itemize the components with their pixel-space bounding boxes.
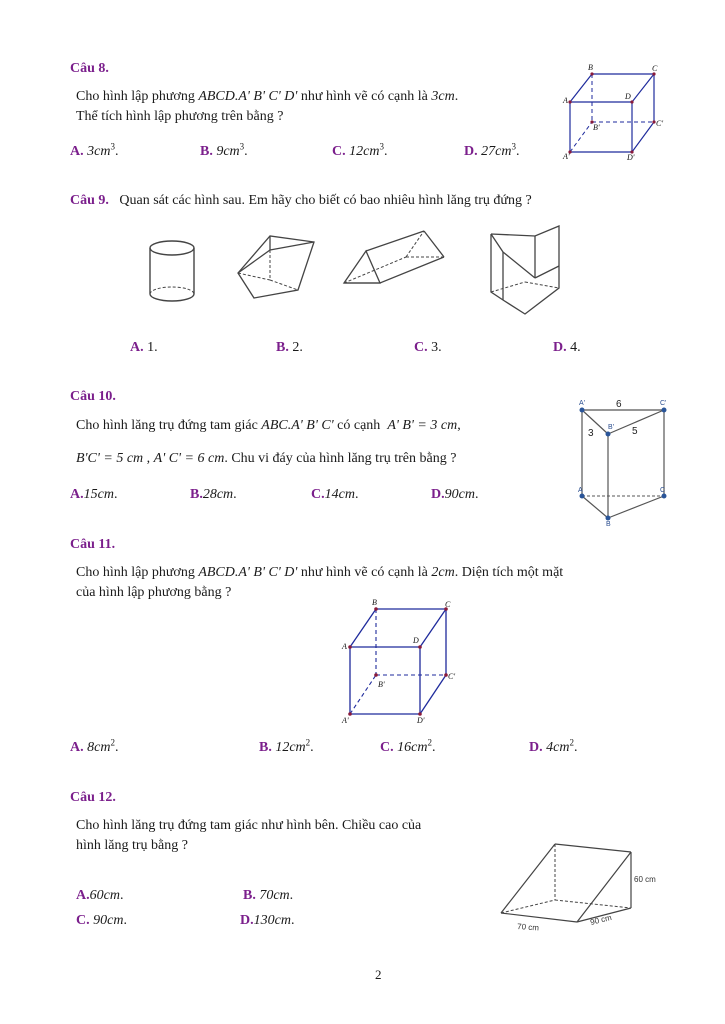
q12-option-b[interactable]: B. 70cm. [243,888,294,903]
q11-cube-figure [340,597,460,727]
svg-text:C: C [445,600,451,609]
q11-line2: của hình lập phương bằng ? [76,585,232,600]
q8-line1: Cho hình lập phương ABCD.A' B' C' D' như hình vẽ có cạnh là 3cm. [76,89,459,104]
q11-option-d[interactable]: D. $4cm^2$. [529,737,578,755]
svg-text:B: B [588,63,593,72]
svg-text:A': A' [579,400,586,407]
q8-line2: Thể tích hình lập phương trên bằng ? [76,109,284,124]
q9-question: Câu 9. Quan sát các hình sau. Em hãy cho biết có bao nhiêu hình lăng trụ đứng ? [70,193,532,208]
svg-text:A: A [563,96,568,105]
q10-label: Câu 10. [70,389,116,404]
q9-trapezoid-prism-figure [485,222,565,317]
q9-cylinder-figure [145,238,200,308]
q9-pentagonal-prism-figure [232,228,322,308]
q8-label: Câu 8. [70,61,109,76]
q10-line2: B'C' = 5 cm , A' C' = 6 cm. Chu vi đáy của hình lăng trụ trên bằng ? [76,451,457,466]
q8-option-a[interactable]: A. $3cm^3$. [70,141,119,159]
svg-text:C': C' [448,672,456,681]
q10-line1: Cho hình lăng trụ đứng tam giác ABC.A' B' C' có cạnh A' B' = 3 cm, [76,418,461,433]
svg-text:D': D' [417,716,425,725]
q11-line1: Cho hình lập phương ABCD.A' B' C' D' như hình vẽ có cạnh là 2cm. Diện tích một mặt [76,565,564,580]
q9-option-c[interactable]: C. 3. [414,340,442,355]
svg-text:D: D [413,636,419,645]
q11-label: Câu 11. [70,537,116,552]
q8-option-b[interactable]: B. $9cm^3$. [200,141,248,159]
q8-cube-figure [560,62,670,162]
svg-text:A: A [342,642,347,651]
q9-triangular-prism-figure [340,225,450,290]
svg-text:A': A' [563,152,570,161]
svg-text:C: C [652,64,658,73]
q9-option-b[interactable]: B. 2. [276,340,303,355]
svg-text:A': A' [342,716,349,725]
svg-text:B: B [372,598,377,607]
q12-option-d[interactable]: D.130cm. [240,913,295,928]
svg-text:B': B' [593,123,600,132]
q11-option-c[interactable]: C. $16cm^2$. [380,737,436,755]
svg-text:B': B' [608,424,615,431]
page-number: 2 [375,967,382,982]
q12-option-a[interactable]: A.60cm. [76,888,124,903]
svg-text:60 cm: 60 cm [634,875,656,884]
svg-text:D: D [625,92,631,101]
q10-option-d[interactable]: D.90cm. [431,487,479,502]
q11-option-a[interactable]: A. $8cm^2$. [70,737,119,755]
q10-prism-figure [572,398,672,526]
svg-text:B: B [606,521,611,528]
q12-option-c[interactable]: C. 90cm. [76,913,127,928]
q12-line2: hình lăng trụ bằng ? [76,838,188,853]
svg-text:6: 6 [616,399,622,410]
svg-text:5: 5 [632,426,638,437]
q10-option-a[interactable]: A.15cm. [70,487,118,502]
q9-option-d[interactable]: D. 4. [553,340,581,355]
svg-text:C': C' [660,400,667,407]
q11-option-b[interactable]: B. $12cm^2$. [259,737,314,755]
q10-option-c[interactable]: C.14cm. [311,487,359,502]
svg-text:90 cm: 90 cm [589,912,613,927]
svg-text:B': B' [378,680,385,689]
svg-text:A: A [578,487,583,494]
q8-option-c[interactable]: C. $12cm^3$. [332,141,388,159]
q12-wedge-prism-figure [495,838,695,938]
q10-option-b[interactable]: B.28cm. [190,487,237,502]
q8-option-d[interactable]: D. $27cm^3$. [464,141,520,159]
svg-text:D': D' [627,153,635,162]
q12-line1: Cho hình lăng trụ đứng tam giác như hình bên. Chiều cao của [76,818,422,833]
svg-text:C': C' [656,119,664,128]
q9-option-a[interactable]: A. 1. [130,340,158,355]
svg-text:70 cm: 70 cm [516,922,540,933]
svg-text:C: C [660,487,666,494]
svg-text:3: 3 [588,428,594,439]
q12-label: Câu 12. [70,790,116,805]
